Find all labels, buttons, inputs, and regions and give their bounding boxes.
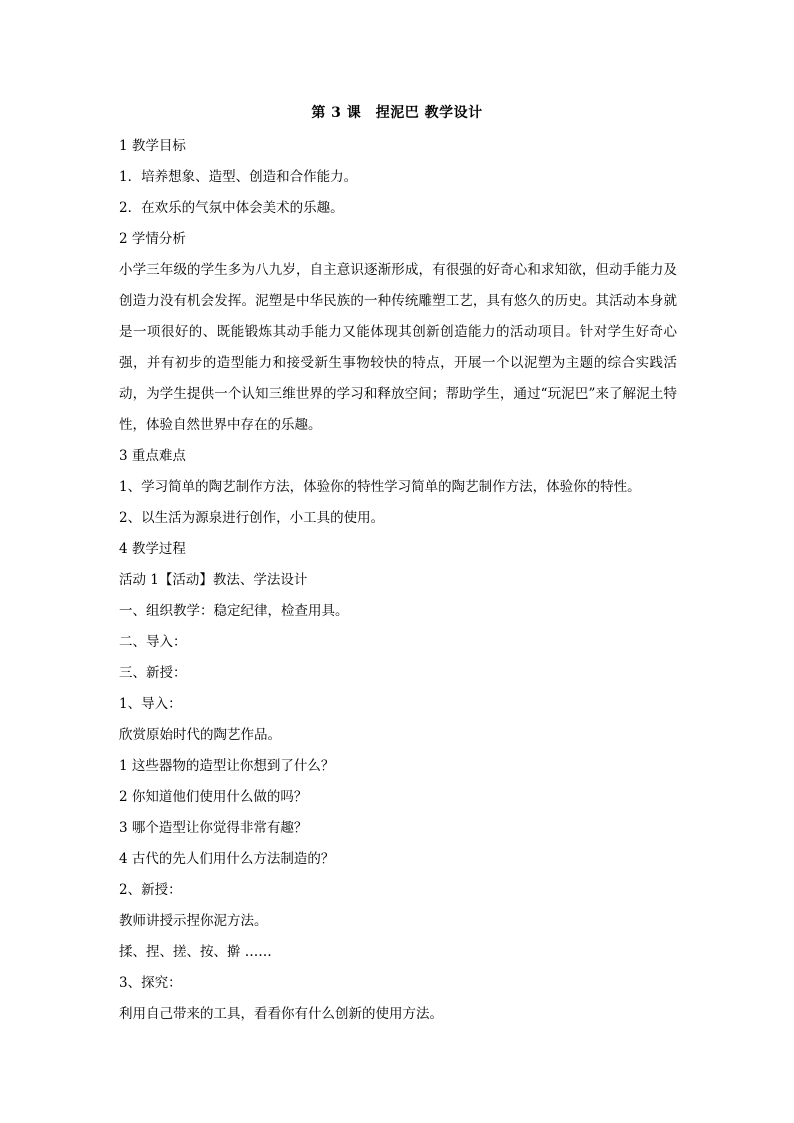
text-line: 1、导入：	[119, 696, 182, 712]
text-line: 3 哪个造型让你觉得非常有趣？	[119, 820, 308, 836]
document-body	[119, 131, 677, 1030]
body-paragraph: 小学三年级的学生多为八九岁，自主意识逐渐形成，有很强的好奇心和求知欲，但动手能力及创造力没有机会发挥。泥塑是中华民族的一种传统雕塑工艺，具有悠久的历史。其活动本身就是一项很好的、既能锻炼其动手能力又能体现其创新创造能力的活动项目。针对学生好奇心强，并有初步的造型能力和接受新生事物较快的特点，开展一个以泥塑为主题的综合实践活动，为学生提供一个认知三维世界的学习和释放空间；帮助学生，通过“玩泥巴”来了解泥土特性，体验自然世界中存在的乐趣。	[119, 262, 677, 433]
section-heading: 3 重点难点	[119, 448, 186, 464]
text-line: 教师讲授示捏你泥方法。	[119, 913, 268, 929]
text-line: 二、导入：	[119, 634, 187, 650]
text-line: 2．在欢乐的气氛中体会美术的乐趣。	[119, 200, 344, 216]
text-line: 1 这些器物的造型让你想到了什么？	[119, 758, 335, 774]
text-line: 利用自己带来的工具，看看你有什么创新的使用方法。	[119, 1006, 443, 1022]
section-heading: 1 教学目标	[119, 138, 186, 154]
text-line: 2、新授：	[119, 882, 182, 898]
text-line: 一、组织教学：稳定纪律，检查用具。	[119, 603, 349, 619]
page-title: 第 3 课 捏泥巴 教学设计	[311, 105, 483, 121]
section-heading: 4 教学过程	[119, 541, 186, 557]
text-line: 1．培养想象、造型、创造和合作能力。	[119, 169, 358, 185]
text-line: 欣赏原始时代的陶艺作品。	[119, 727, 281, 743]
text-line: 1、学习简单的陶艺制作方法，体验你的特性学习简单的陶艺制作方法，体验你的特性。	[119, 479, 641, 495]
text-line: 3、探究：	[119, 975, 182, 991]
text-line: 2、以生活为源泉进行创作，小工具的使用。	[119, 510, 385, 526]
text-line: 2 你知道他们使用什么做的吗？	[119, 789, 308, 805]
section-heading: 2 学情分析	[119, 231, 186, 247]
text-line: 揉、捏、搓、按、擀 ……	[119, 944, 272, 960]
text-line: 活动 1【活动】教法、学法设计	[119, 572, 308, 588]
text-line: 4 古代的先人们用什么方法制造的？	[119, 851, 335, 867]
text-line: 三、新授：	[119, 665, 187, 681]
